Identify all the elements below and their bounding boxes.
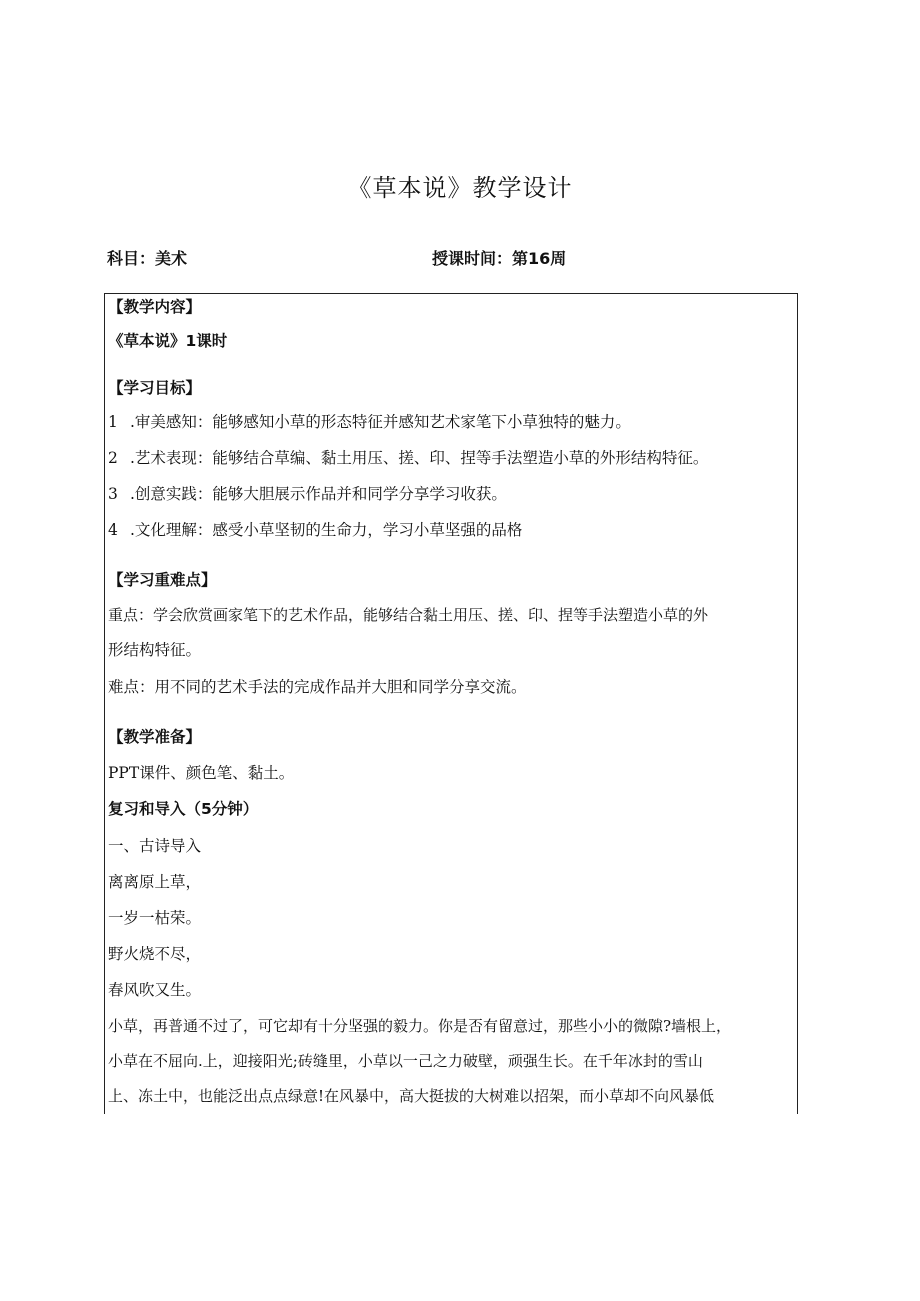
objective-text: .艺术表现：能够结合草编、黏土用压、搓、印、捏等手法塑造小草的外形结构特征。 <box>130 449 709 467</box>
review-intro-heading: 复习和导入（5分钟） <box>108 800 259 818</box>
paragraph-line: 小草在不屈向.上，迎接阳光;砖缝里，小草以一己之力破壁，顽强生长。在千年冰封的雪山 <box>108 1052 703 1070</box>
objective-item <box>108 484 794 504</box>
key-point-line: 形结构特征。 <box>108 641 202 659</box>
class-time-label: 授课时间：第16周 <box>432 249 567 268</box>
section-heading-key-points: 【学习重难点】 <box>108 571 217 589</box>
lesson-title: 《草本说》1课时 <box>108 332 228 350</box>
lesson-plan-table <box>104 293 798 1114</box>
poem-line: 离离原上草， <box>108 873 202 891</box>
subject-label: 科目：美术 <box>107 249 188 268</box>
paragraph-line: 上、冻土中，也能泛出点点绿意!在风暴中，高大挺拔的大树难以招架，而小草却不向风暴低 <box>108 1087 715 1105</box>
key-point-line: 重点：学会欣赏画家笔下的艺术作品，能够结合黏土用压、搓、印、捏等手法塑造小草的外 <box>108 606 709 624</box>
poem-intro: 一、古诗导入 <box>108 837 202 855</box>
section-heading-objectives: 【学习目标】 <box>108 379 202 397</box>
poem-line: 一岁一枯荣。 <box>108 909 202 927</box>
objective-text: .创意实践：能够大胆展示作品并和同学分享学习收获。 <box>130 485 507 503</box>
preparation-text: PPT课件、颜色笔、黏土。 <box>108 764 295 782</box>
objective-text: .审美感知：能够感知小草的形态特征并感知艺术家笔下小草独特的魅力。 <box>130 413 631 431</box>
section-heading-teaching-content: 【教学内容】 <box>108 298 202 316</box>
objective-number: 2 <box>108 449 118 467</box>
paragraph-line: 小草，再普通不过了，可它却有十分坚强的毅力。你是否有留意过，那些小小的微隙?墙根上， <box>108 1017 732 1035</box>
objective-item <box>108 448 794 468</box>
poem-line: 野火烧不尽， <box>108 945 202 963</box>
objective-item <box>108 520 794 540</box>
objective-number: 3 <box>108 485 118 503</box>
difficulty-line: 难点：用不同的艺术手法的完成作品并大胆和同学分享交流。 <box>108 678 527 696</box>
poem-line: 春风吹又生。 <box>108 981 202 999</box>
objective-number: 4 <box>108 521 118 539</box>
page-title: 《草本说》教学设计 <box>347 174 573 202</box>
objective-item <box>108 412 794 432</box>
objective-number: 1 <box>108 413 118 431</box>
objective-text: .文化理解：感受小草坚韧的生命力，学习小草坚强的品格 <box>130 521 523 539</box>
section-heading-preparation: 【教学准备】 <box>108 728 202 746</box>
